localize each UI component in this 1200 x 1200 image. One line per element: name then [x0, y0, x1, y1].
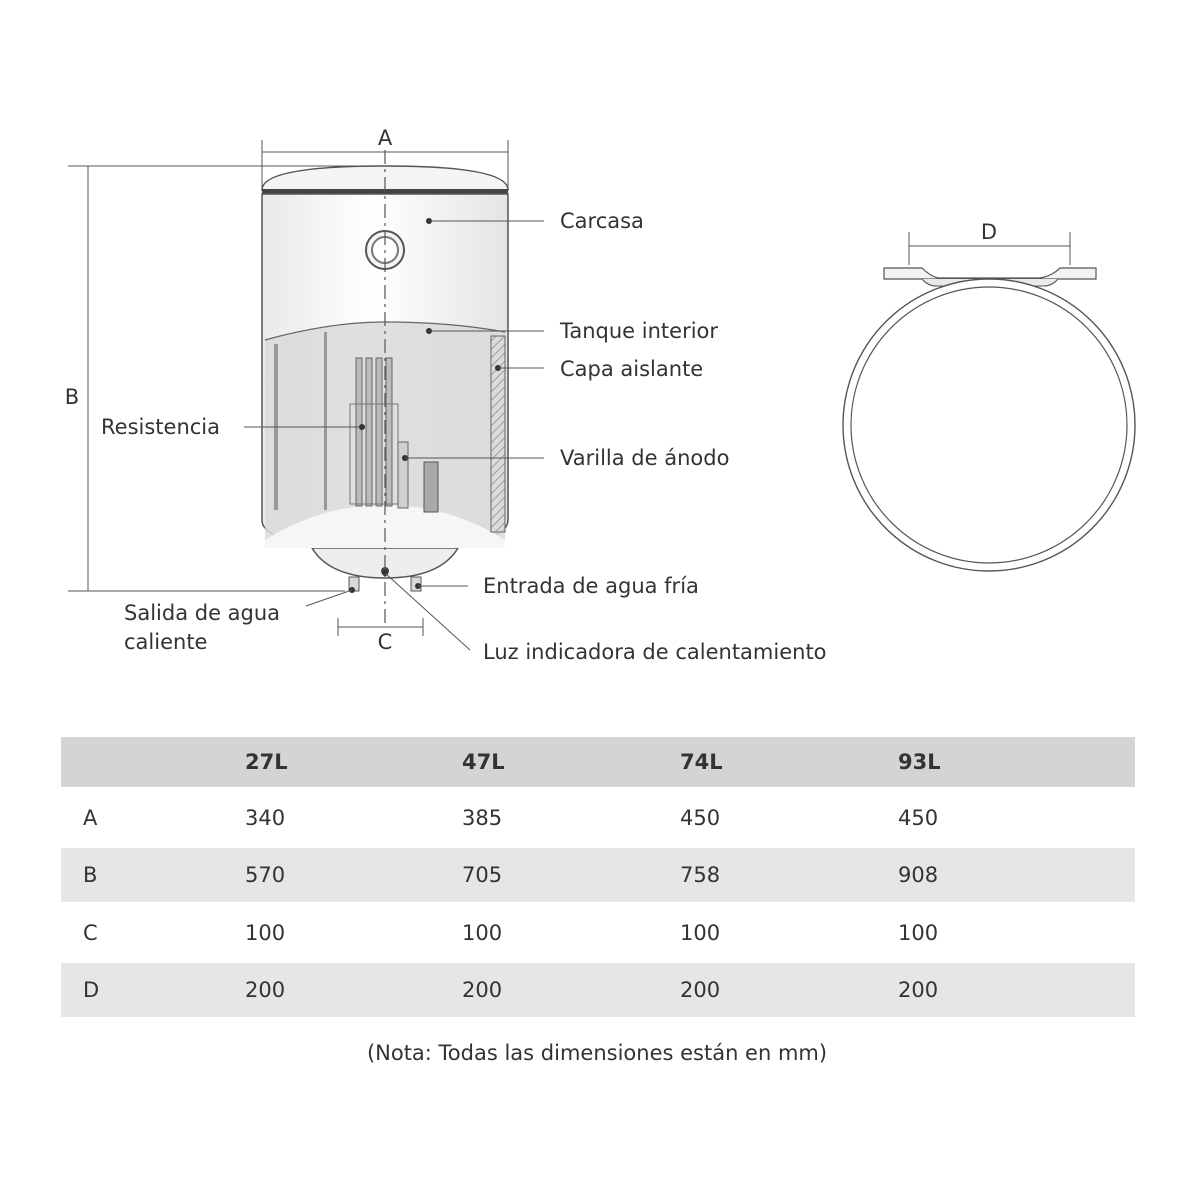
table-cell: 100: [898, 921, 939, 945]
callout-capa-aislante-label: Capa aislante: [560, 357, 704, 381]
top-view: [843, 220, 1135, 571]
dimension-c: [338, 618, 423, 654]
table-cell: 758: [680, 863, 721, 887]
table-header-row: [61, 737, 1135, 787]
callout-salida-agua-caliente-line2: caliente: [124, 630, 208, 654]
table-header-cell: 93L: [898, 750, 941, 774]
table-cell: 200: [462, 978, 503, 1002]
dimension-c-label: C: [377, 630, 393, 654]
table-cell: 450: [680, 806, 721, 830]
callout-carcasa-label: Carcasa: [560, 209, 644, 233]
table-cell: 570: [245, 863, 286, 887]
table-cell: 705: [462, 863, 503, 887]
table-cell: 200: [680, 978, 721, 1002]
table-cell: 200: [898, 978, 939, 1002]
table-header-cell: 74L: [680, 750, 723, 774]
table-row: [61, 848, 1135, 902]
callout-resistencia-label: Resistencia: [101, 415, 220, 439]
table-row: [61, 963, 1135, 1017]
dimension-d-label: D: [980, 220, 998, 244]
callout-capa-aislante: [495, 357, 703, 381]
dimension-b-label: B: [64, 385, 80, 409]
table-cell: 100: [245, 921, 286, 945]
table-cell: B: [83, 863, 98, 887]
table-cell: 100: [462, 921, 503, 945]
table-cell: 385: [462, 806, 503, 830]
dimensions-note: (Nota: Todas las dimensiones están en mm): [366, 1041, 828, 1065]
table-header-cell: 47L: [462, 750, 505, 774]
callout-salida-agua-caliente-line1: Salida de agua: [124, 601, 281, 625]
table-cell: A: [83, 806, 98, 830]
table-cell: D: [83, 978, 100, 1002]
table-header-cell: 27L: [245, 750, 288, 774]
callout-entrada-agua-fria-label: Entrada de agua fría: [483, 574, 699, 598]
callout-tanque-interior-label: Tanque interior: [560, 319, 719, 343]
table-cell: 908: [898, 863, 939, 887]
callout-entrada-agua-fria: [415, 574, 699, 598]
callout-luz-indicadora-label: Luz indicadora de calentamiento: [483, 640, 827, 664]
table-cell: 100: [680, 921, 721, 945]
table-cell: C: [83, 921, 98, 945]
dimension-a-label: A: [377, 126, 393, 150]
table-row: [61, 791, 1135, 845]
callout-varilla-anodo-label: Varilla de ánodo: [560, 446, 730, 470]
callout-salida-agua-caliente: [124, 587, 355, 654]
table-row: [61, 906, 1135, 960]
table-cell: 200: [245, 978, 286, 1002]
table-cell: 340: [245, 806, 286, 830]
table-cell: 450: [898, 806, 939, 830]
